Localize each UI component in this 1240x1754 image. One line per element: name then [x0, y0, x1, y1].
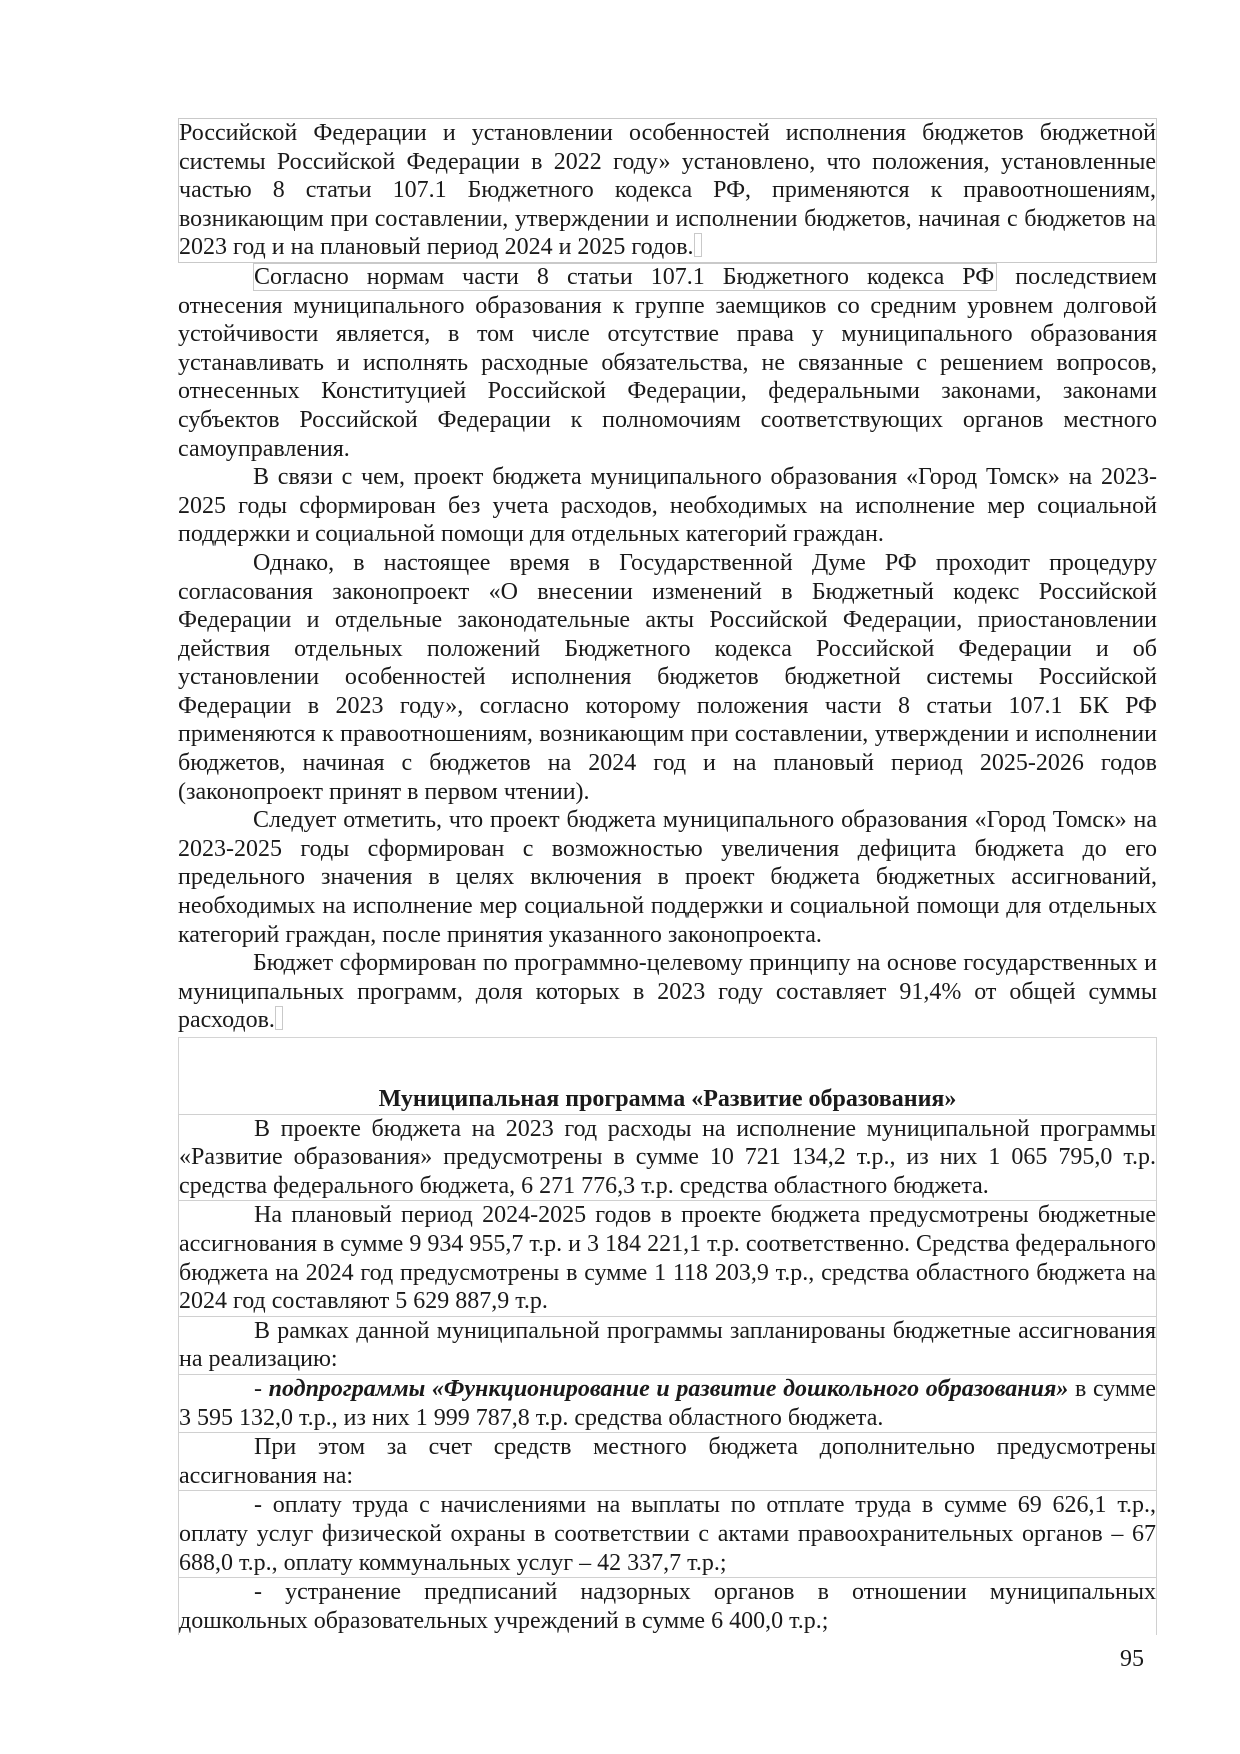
paragraph-state-duma: Однако, в настоящее время в Государственной Думе РФ проходит процедуру согласования законопроект «О внесении изменений в Бюджетный кодекс Российской Федерации и отдельные законодательные акты Российской Федерации, приостановлении действия отдельных положений Бюджетного кодекса Российской Федерации и об установлении особенностей исполнения бюджетов бюджетной системы Российской Федерации в 2023 году», согласно которому положения части 8 статьи 107.1 БК РФ применяются к правоотношениям, возникающим при составлении, утверждении и исполнении бюджетов, начиная с бюджетов на 2024 год и на плановый период 2025-2026 годов (законопроект принят в первом чтении). — [178, 549, 1157, 805]
section-paragraph-allocations: В рамках данной муниципальной программы запланированы бюджетные ассигнования на реализацию: — [179, 1317, 1156, 1373]
list-item-labor-pay: - оплату труда с начислениями на выплаты по отплате труда в сумме 69 626,1 т.р., оплату услуг физической охраны в соответствии с актами правоохранительных органов – 67 688,0 т.р., оплату коммунальных услуг – 42 337,7 т.р.; — [179, 1492, 1156, 1576]
paragraph-text: последствием отнесения муниципального образования к группе заемщиков со средним уровнем долговой устойчивости является, в том числе отсутствие права у муниципального образования устанавливать и исполнять расходные обязательства, не связанные с решением вопросов, отнесенных Конституцией Российской Федерации, федеральными законами, законами субъектов Российской Федерации к полномочиям соответствующих органов местного самоуправления. — [178, 263, 1157, 462]
paragraph-budget-code-norms — [178, 263, 1157, 463]
body-text — [178, 118, 1157, 1635]
paragraph-text: Бюджет сформирован по программно-целевому принципу на основе государственных и муниципальных программ, доля которых в 2023 году составляет 91,4% от общей суммы расходов. — [178, 950, 1157, 1034]
highlighted-phrase: Согласно нормам части 8 статьи 107.1 Бюджетного кодекса РФ — [253, 263, 997, 291]
text-frame-marker — [694, 233, 702, 257]
page-number: 95 — [1120, 1646, 1144, 1672]
subprogram-title: подпрограммы «Функционирование и развитие дошкольного образования» — [268, 1375, 1069, 1402]
section-paragraph-local-budget: При этом за счет средств местного бюджета дополнительно предусмотрены ассигнования на: — [179, 1434, 1156, 1489]
paragraph-federal-law — [178, 118, 1157, 263]
paragraph-text: Российской Федерации и установлении особенностей исполнения бюджетов бюджетной системы Российской Федерации в 2022 году» установлено, что положения, установленные частью 8 статьи 107.1 Бюджетного кодекса РФ, применяются к правоотношениям, возникающим при составлении, утверждении и исполнении бюджетов, начиная с бюджетов на 2023 год и на плановый период 2024 и 2025 годов. — [179, 120, 1156, 261]
section-frame-top — [178, 1037, 1157, 1065]
list-item-inspection-orders: - устранение предписаний надзорных органов в отношении муниципальных дошкольных образовательных учреждений в сумме 6 400,0 т.р.; — [179, 1579, 1156, 1634]
paragraph-tomsk-project: В связи с чем, проект бюджета муниципального образования «Город Томск» на 2023-2025 годы сформирован без учета расходов, необходимых на исполнение мер социальной поддержки и социальной помощи для отдельных категорий граждан. — [178, 464, 1157, 548]
section-table-frame — [178, 1114, 1157, 1636]
section-paragraph-preschool — [179, 1374, 1156, 1432]
section-paragraph-planning-period: На плановый период 2024-2025 годов в проекте бюджета предусмотрены бюджетные ассигнования в сумме 9 934 955,7 т.р. и 3 184 221,1 т.р. соответственно. Средства федерального бюджета на 2024 год предусмотрены в сумме 1 118 203,9 т.р., средства областного бюджета на 2024 год составляют 5 629 887,9 т.р. — [179, 1202, 1156, 1315]
text-frame-marker — [275, 1006, 283, 1030]
list-dash: - — [254, 1375, 269, 1402]
paragraph-program-principle — [178, 949, 1157, 1035]
section-heading: Муниципальная программа «Развитие образования» — [178, 1065, 1157, 1114]
section-paragraph-2023: В проекте бюджета на 2023 год расходы на исполнение муниципальной программы «Развитие образования» предусмотрены в сумме 10 721 134,2 т.р., из них 1 065 795,0 т.р. средства федерального бюджета, 6 271 776,3 т.р. средства областного бюджета. — [179, 1115, 1156, 1199]
paragraph-text: в сумме 3 595 132,0 т.р., из них 1 999 787,8 т.р. средства областного бюджета. — [179, 1375, 1156, 1431]
paragraph-deficit: Следует отметить, что проект бюджета муниципального образования «Город Томск» на 2023-2025 годы сформирован с возможностью увеличения дефицита бюджета до его предельного значения в целях включения в проект бюджета бюджетных ассигнований, необходимых на исполнение мер социальной поддержки и социальной помощи для отдельных категорий граждан, после принятия указанного законопроекта. — [178, 807, 1157, 948]
